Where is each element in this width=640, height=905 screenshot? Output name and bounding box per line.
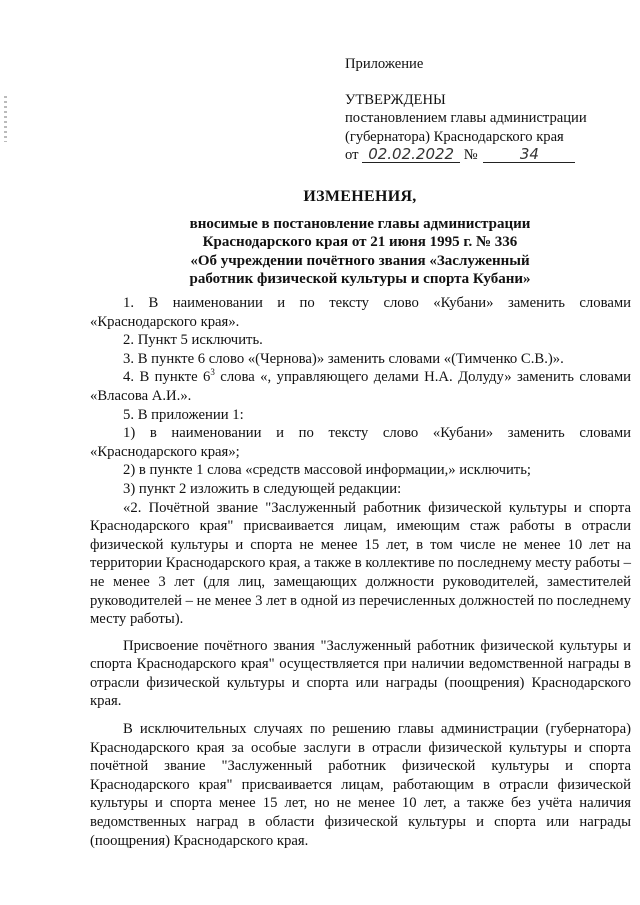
paragraph-3: В исключительных случаях по решению главы администрации (губернатора) Краснодарского края за особые заслуги в отрасли физической культуры и спорта почётной звание "Заслуженный работник физической культуры и спорта Краснодарского края" присваивается лицам, работающим в отрасли физической культуры и спорта менее 15 лет, но не менее 10 лет, а также без учёта наличия ведомственных наград в области физической культуры и спорта или награды (поощрения) Краснодарского края. <box>90 721 631 849</box>
paragraph-2: Присвоение почётного звания "Заслуженный работник физической культуры и спорта Краснодарского края" осуществляется при наличии ведомственной награды в отрасли физической культуры и спорта или награды (поощрения) Краснодарского края. <box>90 637 631 710</box>
document-body <box>90 294 631 850</box>
item-5-3: 3) пункт 2 изложить в следующей редакции: <box>123 480 402 497</box>
item-3: 3. В пункте 6 слово «(Чернова)» заменить словами «(Тимченко С.В.)». <box>123 350 564 367</box>
item-1: 1. В наименовании и по тексту слово «Кубани» заменить словами «Краснодарского края». <box>90 295 631 330</box>
approval-date-line <box>345 146 615 165</box>
item-4: 4. В пункте $6^3$ слова «, управляющего делами Н.А. Долуду» заменить словами «Власова А.И.». <box>90 367 631 404</box>
handwritten-number: 34 <box>483 147 575 163</box>
approval-block <box>345 55 615 165</box>
title-line-4: работник физической культуры и спорта Кубани» <box>189 271 531 287</box>
item-2: 2. Пункт 5 исключить. <box>123 332 263 349</box>
item-5-1: 1) в наименовании и по тексту слово «Кубани» заменить словами «Краснодарского края»; <box>90 425 631 460</box>
title-line-1: вносимые в постановление главы администрации <box>189 215 531 232</box>
item-5: 5. В приложении 1: <box>123 406 244 423</box>
title-heading: ИЗМЕНЕНИЯ, <box>303 188 417 205</box>
approved-label: УТВЕРЖДЕНЫ <box>345 91 446 108</box>
superscript: 3 <box>210 367 215 378</box>
appendix-label: Приложение <box>345 56 424 72</box>
title-line-2: Краснодарского края от 21 июня 1995 г. № 336 <box>202 234 518 250</box>
handwritten-date: 02.02.2022 <box>362 147 460 163</box>
quoted-clause: «2. Почётной звание "Заслуженный работник физической культуры и спорта Краснодарского края" присваивается лицам, имеющим стаж работы в отрасли физической культуры и спорта не менее 15 лет, в том числе не менее 10 лет на территории Краснодарского края, а также в коллективе по последнему месту работы – не менее 3 лет (для лиц, замещающих должности руководителей, заместителей руководителей – не менее 3 лет в одной из перечисленных должностей по последнему месту работы). <box>90 499 631 628</box>
item-5-2: 2) в пункте 1 слова «средств массовой информации,» исключить; <box>123 462 532 479</box>
approved-line-2: (губернатора) Краснодарского края <box>345 128 564 145</box>
from-label: от <box>345 147 359 163</box>
approved-line-1: постановлением главы администрации <box>345 110 587 126</box>
title-line-3: «Об учреждении почётного звания «Заслуженный <box>190 252 530 269</box>
number-label: № <box>463 147 478 163</box>
margin-stamp-mark <box>4 96 7 142</box>
document-title <box>90 188 630 289</box>
